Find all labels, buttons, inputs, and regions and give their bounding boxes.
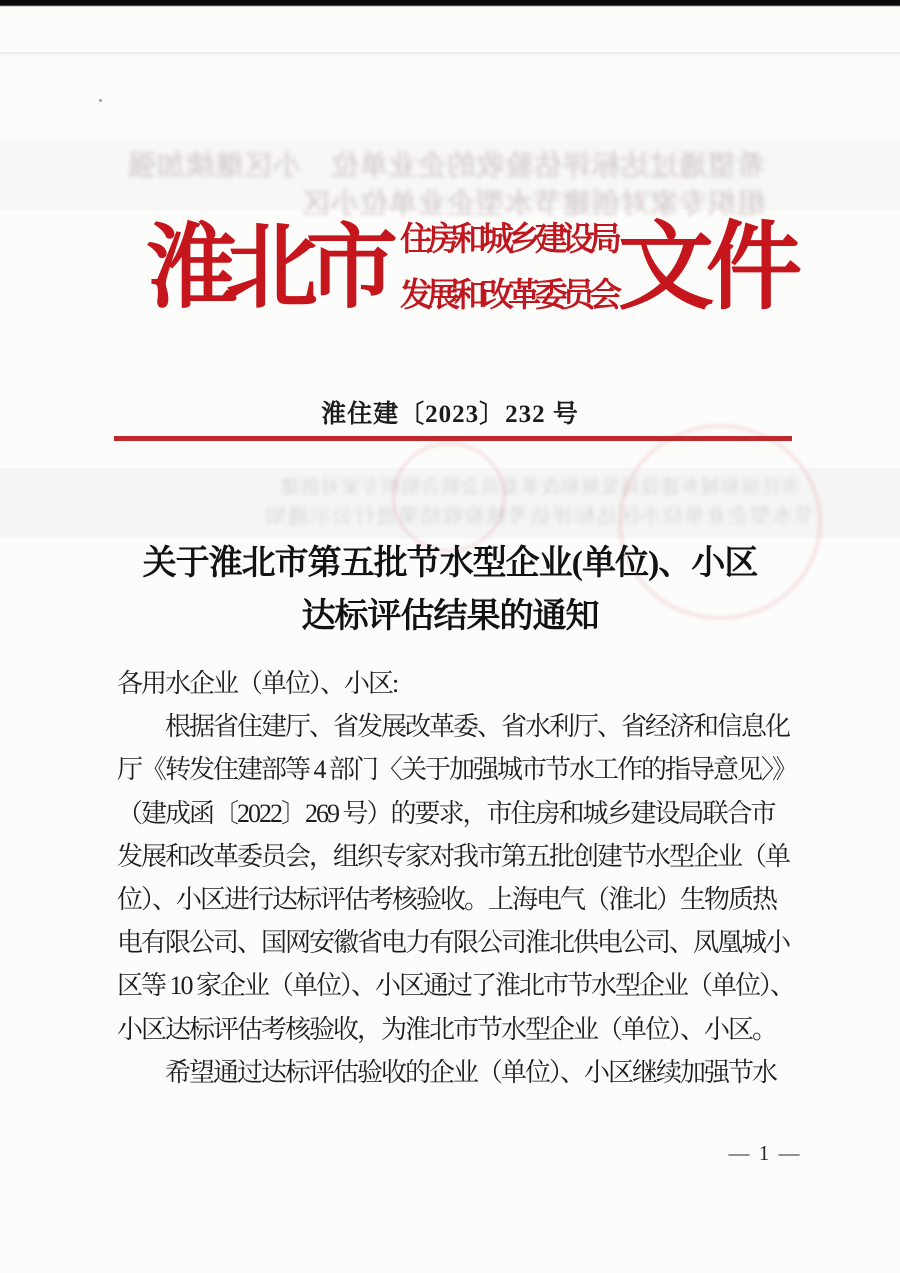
- document-body-text: 各用水企业（单位）、小区: 根据省住建厅、省发展改革委、省水利厅、省经济和信息化 厅《转发住建部等 4 部门〈关于加强城市节水工作的指导意见〉》 （建成函〔2022〕269 号）的要求，市住房和城乡建设局联合市 发展和改革委员会，组织专家对我市第五批创建节水型企业（单 位）、小区进行达标评估考核验收。上海电气（淮北）生物质热 电有限公司、国网安徽省电力有限公司淮北供电公司、凤凰城小 区等 10 家企业（单位）、小区通过了淮北市节水型企业（单位）、 小区达标评估考核验收，为淮北市节水型企业（单位）、小区。 希望通过达标评估验收的企业（单位）、小区继续加强节水: [117, 669, 797, 1087]
- page-number: — 1 —: [728, 1141, 802, 1165]
- document-reference-number: 淮住建〔2023〕232 号: [321, 401, 579, 428]
- agency-org-names: [400, 212, 616, 324]
- agency-org-line1: 住房和城乡建设局: [400, 222, 617, 258]
- document-word: 文件: [618, 214, 795, 321]
- bleed-through-ghost-text: 节水型企业单位小区达标评估考核验收结果进行公示通知: [265, 504, 815, 528]
- document-title: 关于淮北市第五批节水型企业(单位)、小区 达标评估结果的通知: [142, 545, 758, 635]
- agency-city-name: 淮北市: [146, 217, 387, 319]
- scan-shade-band: [0, 52, 900, 56]
- letterhead: [146, 202, 795, 334]
- scan-speck: [99, 99, 102, 102]
- bleed-through-ghost-text: 市住房和城乡建设局发展和改革委员会联合组织专家对创建: [279, 477, 800, 498]
- red-separator-rule: [114, 436, 792, 441]
- scan-top-edge: [0, 0, 900, 7]
- bleed-through-ghost-text: 希望通过达标评估验收的企业单位 小区继续加强 组织专家对创建节水型企业单位小区: [126, 151, 765, 220]
- agency-org-line2: 发展和改革委员会: [400, 278, 617, 314]
